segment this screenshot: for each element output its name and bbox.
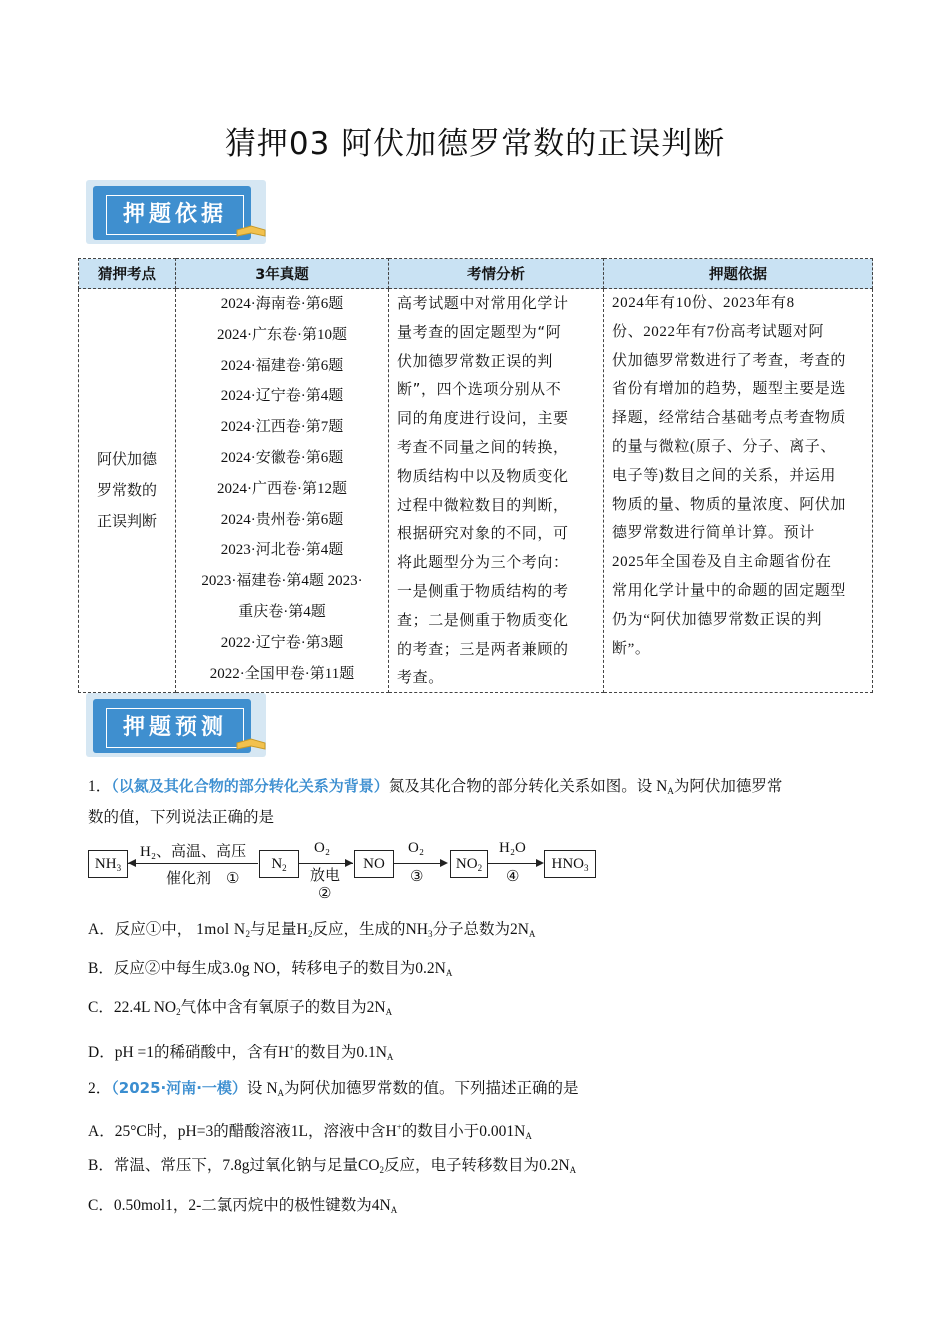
q1-stem-line1: 1．（以氮及其化合物的部分转化关系为背景）氮及其化合物的部分转化关系如图。设 $N_A$为阿伏加德罗常 [88,777,783,796]
q1-option-c: C．22.4L $NO_2$气体中含有氧原子的数目为$2N_A$ [88,999,393,1017]
page-title: 猜押03 阿伏加德罗常数的正误判断 [224,126,726,162]
node-no2: $NO_2$ [450,850,488,878]
exam-item: 2024·江西卷·第7题 [220,419,344,436]
reaction1-number: ① [226,871,240,887]
q1-option-a: A．反应①中， 1mol $N_2$与足量$H_2$反应，生成的$NH_3$分子总数为$2N_A$ [88,921,536,939]
reaction2-reagent: O₂ [314,840,331,856]
reaction4-reagent: H₂O [499,840,526,856]
exam-item: 2024·广东卷·第10题 [217,326,347,343]
book-icon [236,224,266,238]
basis-cell: 2024年有10份、2023年有8 份、2022年有7份高考试题对阿 伏加德罗常数进行了考查，考查的 省份有增加的趋势，题型主要是选 择题，经常结合基础考点考查物质 的量与微粒(原子、分子、离子、 电子等)数目之间的关系，并运用 物质的量、物质的量浓度、阿伏加 德罗常数进行简单计算。预计 2025年全国卷及自主命题省份在 常用化学计量中的命题的固定题型 仍为“阿伏加德罗常数正误的判 断”。 [604,289,873,693]
q1-option-b: B．反应②中每生成3.0g NO，转移电子的数目为$0.2N_A$ [88,960,453,978]
q2-option-b: B．常温、常压下，7.8g过氧化钠与足量$CO_2$反应，电子转移数目为$0.2N_A$ [88,1157,577,1175]
q2-option-c: C．0.50mol1，2-二氯丙烷中的极性键数为$4N_A$ [88,1197,398,1215]
exam-item: 2024·辽宁卷·第4题 [220,388,344,405]
prediction-table [78,258,873,693]
header-basis: 押题依据 [604,259,873,289]
exams-cell [176,289,389,693]
exam-item: 重庆卷·第4题 [238,603,326,620]
q2-stem: 2．（2025·河南·一模）设 $N_A$为阿伏加德罗常数的值。下列描述正确的是 [88,1079,579,1098]
header-exams: 3年真题 [176,259,389,289]
node-no: NO [354,850,394,878]
book-icon [236,737,266,751]
section-badge-basis [86,180,272,248]
reaction1-conditions: H₂、高温、高压 [140,844,247,860]
exam-item: 2023·福建卷·第4题 2023· [201,573,363,590]
exam-item: 2024·广西卷·第12题 [217,480,347,497]
exam-item: 2024·安徽卷·第6题 [220,449,344,466]
exam-item: 2022·辽宁卷·第3题 [220,634,344,651]
header-topic: 猜押考点 [79,259,176,289]
node-nh3: $NH_3$ [88,850,128,878]
exam-item: 2024·福建卷·第6题 [220,357,344,374]
reaction3-reagent: O₂ [408,840,425,856]
nitrogen-conversion-diagram [88,842,598,906]
topic-cell: 阿伏加德 罗常数的 正误判断 [79,289,176,693]
q1-tag: （以氮及其化合物的部分转化关系为背景） [111,777,389,795]
q2-tag: （2025·河南·一模） [111,1079,247,1097]
exam-item: 2023·河北卷·第4题 [220,542,344,559]
reaction2-condition: 放电 [310,868,341,884]
node-n2: $N_2$ [259,850,299,878]
analysis-cell: 高考试题中对常用化学计 量考查的固定题型为“阿 伏加德罗常数正误的判 断”，四个选项分别从不 同的角度进行设问，主要 考查不同量之间的转换， 物质结构中以及物质变化 过程中微粒数目的判断， 根据研究对象的不同，可 将此题型分为三个考向： 一是侧重于物质结构的考 查；二是侧重于物质变化 的考查；三是两者兼顾的 考查。 [389,289,604,693]
q1-stem-line2: 数的值，下列说法正确的是 [88,809,275,826]
reaction3-number: ③ [410,869,424,885]
exam-item: 2024·海南卷·第6题 [220,296,344,312]
exam-item: 2024·贵州卷·第6题 [220,511,344,528]
na-symbol: $N_A$ [656,778,674,796]
section-title-basis: 押题依据 [106,195,244,235]
reaction1-catalyst: 催化剂 [166,871,212,887]
na-symbol: $N_A$ [266,1080,285,1098]
node-hno3: $HNO_3$ [544,850,596,878]
section-badge-prediction [86,693,272,761]
exam-item: 2022·全国甲卷·第11题 [209,665,355,682]
reaction4-number: ④ [506,869,520,885]
section-title-prediction: 押题预测 [106,708,244,748]
header-analysis: 考情分析 [389,259,604,289]
q1-option-d: D．pH =1的稀硝酸中，含有H+的数目为$0.1N_A$ [88,1043,394,1062]
reaction2-number: ② [318,886,332,902]
q2-option-a: A．25°C时，pH=3的醋酸溶液1L，溶液中含H+的数目小于$0.001N_A$ [88,1122,532,1141]
